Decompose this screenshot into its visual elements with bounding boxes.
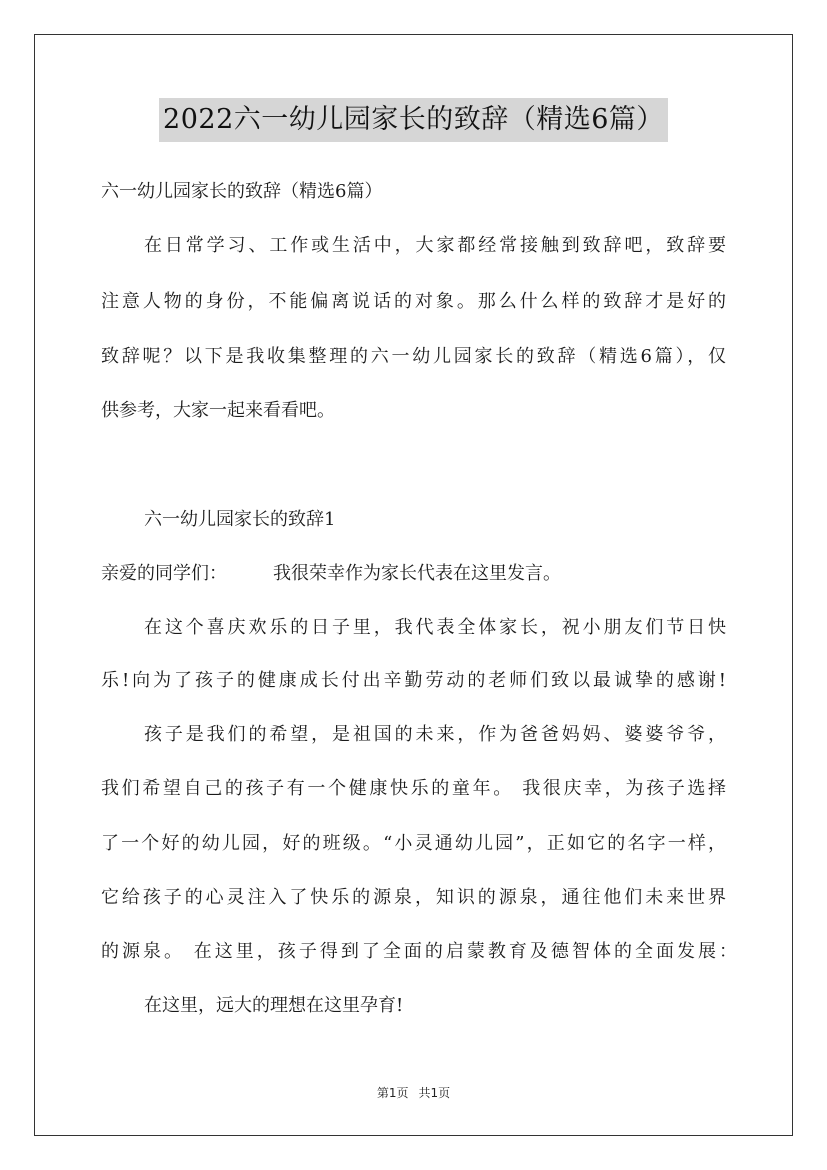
intro-line-2: 注意人物的身份，不能偏离说话的对象。那么什么样的致辞才是好的: [101, 291, 726, 312]
greeting-line: [101, 562, 561, 586]
body-line-6: 它给孩子的心灵注入了快乐的源泉，知识的源泉，通往他们未来世界: [101, 887, 726, 908]
section-heading: 六一幼儿园家长的致辞1: [144, 509, 336, 530]
page-number: 第1页: [376, 1086, 409, 1100]
body-line-1: 在这个喜庆欢乐的日子里，我代表全体家长，祝小朋友们节日快: [144, 617, 726, 638]
intro-line-4: 供参考，大家一起来看看吧。: [101, 400, 335, 421]
greeting: 亲爱的同学们：: [101, 563, 227, 584]
body-line-4: 我们希望自己的孩子有一个健康快乐的童年。 我很庆幸，为孩子选择: [101, 778, 726, 799]
body-line-8: 在这里，远大的理想在这里孕育!: [144, 995, 404, 1016]
title-container: [0, 98, 827, 142]
body-line-3: 孩子是我们的希望，是祖国的未来，作为爸爸妈妈、婆婆爷爷，: [144, 724, 726, 745]
document-title: 2022六一幼儿园家长的致辞（精选6篇）: [159, 98, 668, 142]
intro-line-3: 致辞呢？以下是我收集整理的六一幼儿园家长的致辞（精选6篇），仅: [101, 346, 726, 367]
greeting-rest: 我很荣幸作为家长代表在这里发言。: [273, 563, 561, 584]
body-line-2: 乐!向为了孩子的健康成长付出辛勤劳动的老师们致以最诚挚的感谢!: [101, 670, 726, 691]
page-footer: [0, 1084, 827, 1101]
page-total: 共1页: [418, 1086, 451, 1100]
intro-line-1: 在日常学习、工作或生活中，大家都经常接触到致辞吧，致辞要: [144, 235, 726, 256]
document-subtitle: 六一幼儿园家长的致辞（精选6篇）: [101, 181, 383, 202]
body-line-5: 了一个好的幼儿园，好的班级。“小灵通幼儿园”，正如它的名字一样，: [101, 833, 726, 854]
body-line-7: 的源泉。 在这里，孩子得到了全面的启蒙教育及德智体的全面发展：: [101, 941, 737, 962]
